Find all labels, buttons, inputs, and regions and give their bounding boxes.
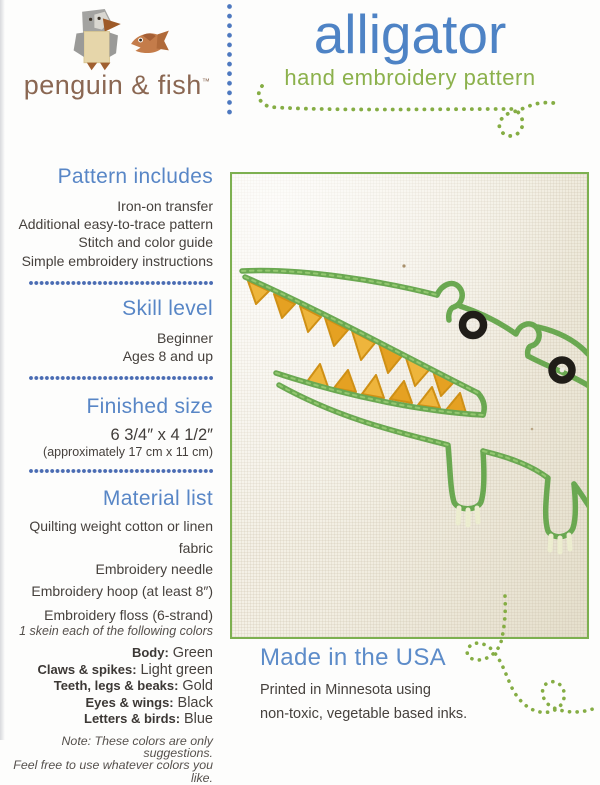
floss-color-value: Gold [182, 678, 213, 695]
floss-color-label: Claws & spikes: [37, 661, 137, 677]
printed-line: Printed in Minnesota using [260, 682, 431, 698]
section-finished-size [0, 396, 213, 459]
pattern-item: Iron-on transfer [117, 198, 213, 214]
finished-size-metric: (approximately 17 cm x 11 cm) [43, 445, 213, 459]
floss-color-value: Blue [183, 711, 213, 728]
floss-color-value: Black [177, 694, 213, 711]
finished-size-dimensions: 6 3/4″ x 4 1/2″ [110, 426, 213, 444]
green-dotted-squiggle-top [248, 78, 578, 153]
floss-color-label: Body: [131, 645, 169, 660]
page-title: alligator [313, 3, 507, 65]
floss-color-row [0, 678, 213, 695]
claw-stitches [458, 508, 570, 552]
page-subtitle: hand embroidery pattern [284, 64, 536, 90]
section-heading: Finished size [86, 395, 213, 418]
blue-dotted-separator [227, 4, 232, 118]
blue-dotted-divider [29, 469, 213, 473]
body-green-stitches [242, 271, 587, 537]
printed-line: non-toxic, vegetable based inks. [260, 706, 468, 722]
floss-color-row [0, 695, 213, 712]
blue-dotted-divider [29, 281, 213, 285]
brand-name [6, 70, 228, 101]
floss-color-value: Light green [140, 661, 213, 678]
floss-color-row [0, 662, 213, 679]
floss-color-value: Green [172, 645, 213, 661]
skill-item: Beginner [156, 330, 213, 346]
color-note [0, 735, 213, 784]
section-skill-level [0, 298, 213, 365]
trademark-symbol: ™ [201, 77, 211, 86]
skill-item: Ages 8 and up [122, 348, 213, 365]
alligator-embroidery-art [232, 174, 587, 637]
section-pattern-includes [0, 166, 213, 270]
color-note-line: Feel free to use whatever colors you like. [13, 758, 213, 785]
pattern-item: Additional easy-to-trace pattern [18, 216, 213, 233]
floss-note: 1 skein each of the following colors [19, 624, 213, 638]
section-heading: Pattern includes [57, 165, 213, 188]
section-heading: Material list [102, 487, 213, 510]
pattern-item: Stitch and color guide [78, 234, 213, 251]
color-note-line: Note: These colors are only suggestions. [61, 733, 213, 761]
material-item: Embroidery floss (6-strand) [44, 607, 213, 623]
made-in-usa-text: Made in the USA [260, 644, 446, 671]
floss-color-label: Eyes & wings: [85, 694, 174, 710]
brand-name-text: penguin & fish [23, 70, 202, 100]
floss-color-row [0, 645, 213, 662]
pattern-item: Simple embroidery instructions [21, 252, 213, 269]
penguin-and-fish-logo-icon [52, 8, 182, 74]
eye-stitches [463, 315, 573, 381]
section-material-list [0, 488, 213, 784]
floss-color-label: Teeth, legs & beaks: [53, 678, 179, 694]
floss-color-label: Letters & birds: [84, 711, 181, 727]
material-item: Quilting weight cotton or linen fabric [29, 518, 213, 556]
embroidered-alligator-photo [230, 172, 589, 639]
green-dotted-squiggle-bottom [440, 580, 600, 720]
material-item: Embroidery needle [95, 561, 213, 577]
section-heading: Skill level [122, 297, 213, 320]
material-item: Embroidery hoop (at least 8″) [31, 582, 213, 599]
floss-color-row [0, 711, 213, 728]
blue-dotted-divider [29, 376, 213, 380]
floss-color-list [0, 645, 213, 728]
